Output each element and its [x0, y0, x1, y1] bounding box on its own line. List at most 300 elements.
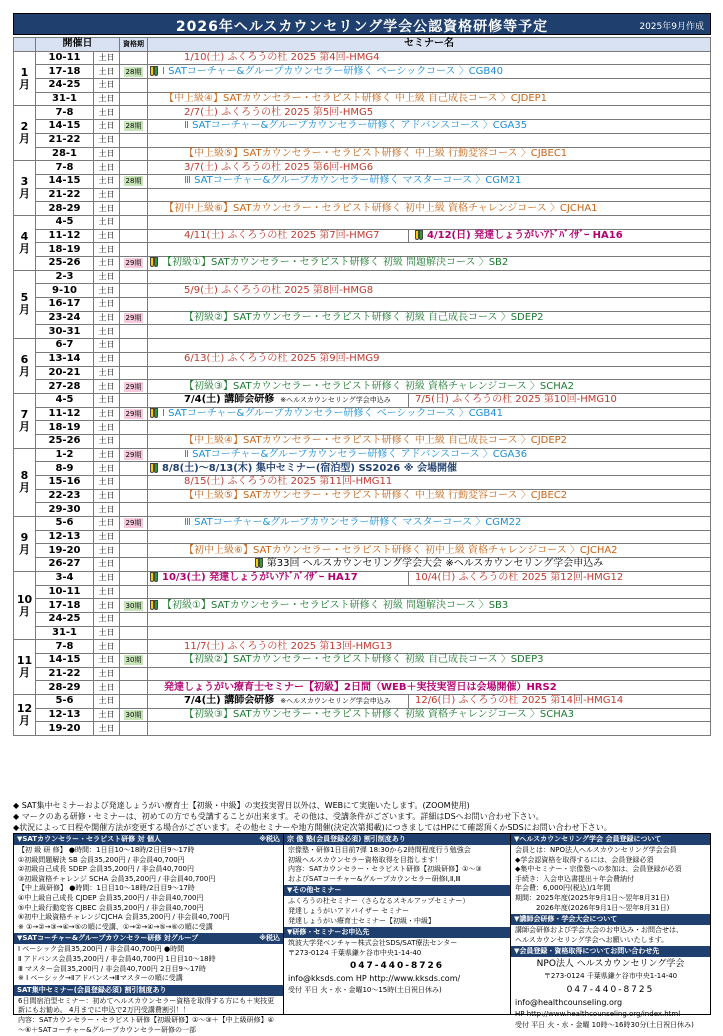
seminar-title: Ⅱ SATコーチャー&グループカウンセラー研修く アドバンスコース 〉CGA35 — [184, 120, 528, 132]
date-cell: 12-13 — [36, 708, 94, 722]
schedule-row — [14, 558, 711, 572]
seminar-cell — [148, 462, 711, 476]
membership-header: ▼ヘルスカウンセリング学会 会員登録について — [511, 834, 710, 845]
schedule-row — [14, 489, 711, 503]
schedule-row — [14, 653, 711, 667]
seminar-title: 3/7(土) ふくろうの杜 2025 第6回-HMG6 — [184, 161, 374, 173]
seminar-event — [150, 476, 392, 487]
weekday-cell: 土日 — [94, 366, 120, 380]
seminar-cell — [148, 434, 711, 448]
sds-email-link[interactable]: info@kksds.com HP http://www.kksds.com/ — [288, 974, 461, 984]
seminar-title: 【中上級⑤】SATカウンセラー・セラピスト研修く 中上級 行動変容コース 〉CJBEC1 — [184, 147, 568, 159]
schedule-row — [14, 366, 711, 380]
info-line: ふくろうの杜セミナー（さらなるスキルアップセミナー） — [288, 897, 470, 906]
seminar-title: Ⅲ SATコーチャー&グループカウンセラー研修く マスターコース 〉CGM21 — [184, 175, 522, 187]
date-cell: 19-20 — [36, 544, 94, 558]
weekday-cell: 土日 — [94, 612, 120, 626]
date-cell: 27-28 — [36, 380, 94, 394]
group-cell — [120, 106, 148, 120]
seminar-cell — [148, 380, 711, 394]
date-cell: 4-5 — [36, 215, 94, 229]
info-line: ⑤中上級行動変容 CJBEC 会員35,200円 / 非会員40,700円 — [18, 903, 204, 912]
weekday-cell: 土日 — [94, 695, 120, 709]
group-cell — [120, 79, 148, 93]
weekday-cell: 土日 — [94, 215, 120, 229]
seminar-cell — [148, 352, 711, 366]
seminar-cell — [148, 653, 711, 667]
group-badge: 28期 — [125, 177, 142, 186]
intensive-seminar-info — [14, 996, 283, 1036]
lecturer-training-info — [511, 925, 710, 946]
group-cell — [120, 215, 148, 229]
seminar-event — [150, 107, 373, 118]
schedule-row — [14, 65, 711, 79]
date-cell: 28-29 — [36, 202, 94, 216]
group-cell — [120, 325, 148, 339]
seminar-cell — [148, 558, 711, 572]
info-line: 会員とは：NPO法人ヘルスカウンセリング学会会員 — [515, 846, 677, 854]
seminar-title: Ⅰ SATコーチャー&グループカウンセラー研修く ベーシックコース 〉CGB41 — [162, 407, 504, 419]
info-line: 手続き：入会申込書提出＋年会費納付 — [515, 874, 634, 883]
seminar-cell — [148, 229, 711, 243]
membership-info — [511, 845, 710, 914]
seminar-event — [150, 353, 379, 364]
beginner-mark-icon — [255, 558, 264, 568]
seminar-title: 【初級③】SATカウンセラー・セラピスト研修く 初級 資格チャレンジコース 〉SCHA3 — [184, 709, 574, 721]
weekday-cell: 土日 — [94, 92, 120, 106]
seminar-cell — [148, 489, 711, 503]
date-cell: 4-5 — [36, 393, 94, 407]
title-bar — [13, 13, 711, 35]
beginner-mark-icon — [150, 600, 159, 610]
seminar-event — [150, 600, 508, 611]
seminar-note: ※ヘルスカウンセリング学会申込み — [280, 697, 391, 706]
info-line: ※ ①→②→③→④→⑤の順に受講、①→②→④→⑤→⑥の順に受講 — [18, 922, 213, 931]
date-cell: 14-15 — [36, 120, 94, 134]
seminar-title: 2/7(土) ふくろうの杜 2025 第5回-HMG5 — [184, 106, 374, 118]
seminar-event — [150, 203, 598, 214]
other-seminars-header: ▼その他セミナー — [284, 885, 510, 896]
group-badge: 29期 — [125, 382, 142, 391]
seminar-title: 発達しょうがい療育士セミナー【初級】2日間（WEB＋実技実習日は会場開催）HRS2 — [164, 681, 557, 693]
info-line: 発達しょうがい療育士セミナー【初級・中級】 — [288, 916, 435, 925]
date-cell: 28-29 — [36, 681, 94, 695]
date-cell: 24-25 — [36, 79, 94, 93]
schedule-row — [14, 462, 711, 476]
weekday-cell: 土日 — [94, 708, 120, 722]
group-cell — [120, 489, 148, 503]
seminar-title: 8/8(土)～8/13(木) 集中セミナー(宿泊型) SS2026 ※ 会場開催 — [162, 462, 457, 474]
seminar-event — [150, 381, 574, 392]
date-cell: 11-12 — [36, 229, 94, 243]
seminar-cell — [148, 517, 711, 531]
seminar-cell — [148, 311, 711, 325]
month-label: 2 月 — [14, 106, 36, 161]
month-label: 5 月 — [14, 270, 36, 338]
date-cell: 31-1 — [36, 626, 94, 640]
schedule-row — [14, 393, 711, 407]
seminar-title: Ⅰ SATコーチャー&グループカウンセラー研修く ベーシックコース 〉CGB40 — [162, 65, 504, 77]
seminar-cell — [148, 106, 711, 120]
seminar-event — [150, 517, 521, 528]
group-cell — [120, 695, 148, 709]
weekday-cell: 土日 — [94, 65, 120, 79]
note-2: ◆ マークのある研修・セミナーは、初めての方でも受講することが出来ます。その他は、受講条件がございます。詳細はDSへお問い合わせ下さい。 — [13, 812, 544, 821]
schedule-row — [14, 585, 711, 599]
seminar-cell — [148, 147, 711, 161]
group-cell — [120, 147, 148, 161]
seminar-cell — [148, 366, 711, 380]
info-line: 期間：2025年度(2025年9月1日～翌年8月31日) — [515, 893, 670, 902]
schedule-row — [14, 434, 711, 448]
weekday-cell: 土日 — [94, 653, 120, 667]
date-cell: 25-26 — [36, 434, 94, 448]
seminar-event — [150, 66, 503, 77]
seminar-title: 4/12(日) 発達しょうがいｱﾄﾞﾊﾞｲｻﾞｰ HA16 — [427, 229, 623, 241]
date-cell: 21-22 — [36, 133, 94, 147]
info-line: 講師会研修および学会大会のお申込み・お問合せは、 — [515, 926, 683, 935]
info-line: 【初 級 研 修】 ●時間：1日目10～18時/2日目9～17時 — [18, 846, 195, 854]
info-line: ⑥初中上級資格チャレンジCJCHA 会員35,200円 / 非会員40,700円 — [18, 913, 230, 922]
date-cell: 3-4 — [36, 571, 94, 585]
schedule-row — [14, 667, 711, 681]
seminar-cell — [148, 421, 711, 435]
schedule-row — [14, 352, 711, 366]
seminar-cell — [148, 325, 711, 339]
weekday-cell: 土日 — [94, 517, 120, 531]
info-line: Ⅲ マスター会員35,200円 / 非会員40,700円 2日目9～17時 — [18, 964, 206, 973]
info-line: 内容：SATカウンセラー・セラピスト研修【初級研修】①～③ — [288, 865, 482, 874]
date-cell: 25-26 — [36, 257, 94, 271]
month-header — [14, 38, 36, 52]
sds-hours: 受付 平日 火・水・金曜10～15時(土日祝日休み) — [288, 985, 442, 994]
society-email-link[interactable]: info@healthcounseling.org — [515, 997, 623, 1007]
group-cell — [120, 51, 148, 65]
date-cell: 5-6 — [36, 695, 94, 709]
schedule-row — [14, 722, 711, 736]
info-line: 発達しょうがいアドバイザー セミナー — [288, 906, 410, 915]
group-cell — [120, 722, 148, 736]
munakata-juku-info — [284, 845, 510, 885]
seminar-title: 【初級①】SATカウンセラー・セラピスト研修く 初級 問題解決コース 〉SB3 — [162, 599, 509, 611]
schedule-row — [14, 599, 711, 613]
group-badge: 29期 — [125, 450, 142, 459]
info-line: ◆集中セミナー・宗像塾への参加は、会員登録が必須 — [515, 865, 682, 874]
date-cell: 7-8 — [36, 640, 94, 654]
schedule-row — [14, 708, 711, 722]
beginner-mark-icon — [150, 66, 159, 76]
group-cell — [120, 380, 148, 394]
seminar-cell — [148, 51, 711, 65]
seminar-cell — [148, 298, 711, 312]
group-cell — [120, 407, 148, 421]
seminar-event — [150, 545, 618, 556]
seminar-event — [150, 435, 567, 446]
schedule-row — [14, 174, 711, 188]
seminar-event — [255, 558, 603, 569]
group-cell — [120, 339, 148, 353]
seminar-title: 8/15(土) ふくろうの杜 2025 第11回-HMG11 — [184, 476, 393, 488]
date-cell: 30-31 — [36, 325, 94, 339]
schedule-row — [14, 270, 711, 284]
group-badge: 29期 — [125, 519, 142, 528]
info-panel — [13, 833, 711, 1034]
seminar-event — [150, 572, 358, 583]
group-cell — [120, 530, 148, 544]
info-line: 内容：SATカウンセラー・セラピスト研修【初級研修】①～③＋【中上級研修】④～⑥＋SATコーチャー&グループカウンセラー研修の一部 — [18, 1015, 274, 1034]
seminar-event — [150, 148, 567, 159]
sds-phone: 047-440-8726 — [349, 961, 445, 972]
info-line: 年会費：6,000円(税込)/1年間 — [515, 884, 611, 893]
seminar-header: セミナー名 — [148, 38, 711, 52]
schedule-row — [14, 503, 711, 517]
group-cell — [120, 161, 148, 175]
date-cell: 28-1 — [36, 147, 94, 161]
seminar-title: 【中上級④】SATカウンセラー・セラピスト研修く 中上級 自己成長コース 〉CJDEP1 — [164, 93, 548, 105]
seminar-title: 【初級③】SATカウンセラー・セラピスト研修く 初級 資格チャレンジコース 〉SCHA2 — [184, 380, 574, 392]
group-cell — [120, 517, 148, 531]
beginner-mark-icon — [150, 572, 159, 582]
seminar-event-secondary — [408, 230, 623, 243]
date-cell: 31-1 — [36, 92, 94, 106]
weekday-cell: 土日 — [94, 393, 120, 407]
weekday-cell: 土日 — [94, 571, 120, 585]
info-line: ※ Ⅰ ベーシック→Ⅱアドバンス→Ⅲマスターの順に受講 — [18, 974, 183, 983]
month-label: 9 月 — [14, 517, 36, 572]
seminar-title: 4/11(土) ふくろうの杜 2025 第7回-HMG7 — [184, 229, 380, 241]
group-cell — [120, 120, 148, 134]
weekday-cell: 土日 — [94, 681, 120, 695]
society-hp-link[interactable]: HP http://www.healthcounseling.org/index.html — [515, 1009, 681, 1018]
society-name: NPO法人 ヘルスカウンセリング学会 — [536, 959, 685, 970]
schedule-body — [14, 51, 711, 735]
weekday-cell: 土日 — [94, 298, 120, 312]
seminar-event — [150, 408, 503, 419]
month-label: 10 月 — [14, 571, 36, 639]
weekday-cell: 土日 — [94, 120, 120, 134]
schedule-row — [14, 681, 711, 695]
weekday-cell: 土日 — [94, 202, 120, 216]
schedule-row — [14, 92, 711, 106]
seminar-cell — [148, 599, 711, 613]
group-cell — [120, 653, 148, 667]
group-badge: 29期 — [125, 259, 142, 268]
group-badge: 30期 — [125, 711, 142, 720]
group-badge: 30期 — [125, 656, 142, 665]
group-cell — [120, 133, 148, 147]
schedule-row — [14, 640, 711, 654]
info-line: 2026年度(2026年9月1日～翌年8月31日) — [515, 903, 670, 912]
seminar-title: 7/5(日) ふくろうの杜 2025 第10回-HMG10 — [415, 393, 617, 405]
weekday-cell: 土日 — [94, 51, 120, 65]
seminar-cell — [148, 188, 711, 202]
page-title: 2026年ヘルスカウンセリング学会公認資格研修等予定 — [175, 19, 549, 35]
group-cell — [120, 612, 148, 626]
seminar-cell — [148, 133, 711, 147]
notes — [13, 800, 711, 833]
seminar-title: 6/13(土) ふくろうの杜 2025 第9回-HMG9 — [184, 353, 380, 365]
schedule-row — [14, 188, 711, 202]
seminar-event-secondary — [408, 394, 617, 407]
society-phone: 047-440-8725 — [566, 984, 655, 995]
weekday-cell: 土日 — [94, 188, 120, 202]
seminar-cell — [148, 530, 711, 544]
seminar-cell — [148, 544, 711, 558]
schedule-row — [14, 571, 711, 585]
seminar-event-secondary — [408, 695, 623, 708]
info-line: ④中上級自己成長 CJDEP 会員35,200円 / 非会員40,700円 — [18, 893, 204, 902]
seminar-cell — [148, 243, 711, 257]
group-cell — [120, 311, 148, 325]
seminar-cell — [148, 503, 711, 517]
date-cell: 2-3 — [36, 270, 94, 284]
seminar-title: 10/3(土) 発達しょうがいｱﾄﾞﾊﾞｲｻﾞｰ HA17 — [162, 572, 358, 584]
group-cell — [120, 599, 148, 613]
group-cell — [120, 243, 148, 257]
sat-counselor-fee-list — [14, 845, 283, 933]
weekday-cell: 土日 — [94, 476, 120, 490]
seminar-event — [150, 257, 508, 268]
group-cell — [120, 476, 148, 490]
group-cell — [120, 188, 148, 202]
munakata-juku-header: 宗 像 塾(会員登録必須) 割引制度あり — [284, 834, 510, 845]
schedule-row — [14, 325, 711, 339]
weekday-cell: 土日 — [94, 421, 120, 435]
seminar-cell — [148, 92, 711, 106]
info-line: ◆学会認資格を取得するには、会員登録必須 — [515, 855, 654, 864]
weekday-cell: 土日 — [94, 558, 120, 572]
beginner-mark-icon — [150, 463, 159, 473]
weekday-cell: 土日 — [94, 722, 120, 736]
schedule-row — [14, 215, 711, 229]
weekday-cell: 土日 — [94, 585, 120, 599]
group-badge: 29期 — [125, 409, 142, 418]
lecturer-training-header: ▼講師会研修・学会大会について — [511, 914, 710, 925]
group-cell — [120, 284, 148, 298]
group-cell — [120, 352, 148, 366]
created-date: 2025年9月作成 — [639, 22, 704, 32]
date-cell: 17-18 — [36, 599, 94, 613]
schedule-row — [14, 380, 711, 394]
date-cell: 24-25 — [36, 612, 94, 626]
beginner-mark-icon — [150, 257, 159, 267]
seminar-title: 第33回 ヘルスカウンセリング学会大会 ※ヘルスカウンセリング学会申込み — [266, 558, 604, 570]
seminar-title: 5/9(土) ふくろうの杜 2025 第8回-HMG8 — [184, 284, 374, 296]
info-line: ヘルスカウンセリング学会へお願いいたします。 — [515, 935, 669, 944]
sat-coach-fee-header: ▼SATコーチャー&グループカウンセラー研修 対グループ ※税込 — [14, 933, 283, 944]
seminar-cell — [148, 202, 711, 216]
schedule-row — [14, 448, 711, 462]
seminar-event — [150, 230, 379, 241]
seminar-event — [150, 695, 391, 706]
group-cell — [120, 544, 148, 558]
seminar-event — [150, 93, 547, 104]
note-1: ◆ SAT集中セミナーおよび発達しょうがい療育士【初級・中級】の実技実習日以外は、WEBにて実施いたします。(ZOOM使用) — [13, 801, 470, 810]
group-cell — [120, 571, 148, 585]
seminar-cell — [148, 476, 711, 490]
other-seminars-list — [284, 896, 510, 927]
seminar-title: 7/4(土) 講師会研修 — [184, 394, 275, 406]
seminar-note: ※ヘルスカウンセリング学会申込み — [280, 396, 391, 405]
group-cell — [120, 462, 148, 476]
seminar-cell — [148, 640, 711, 654]
info-line: 筑波大学発ベンチャー株式会社SDS/SAT療法センター — [288, 939, 458, 948]
group-cell — [120, 667, 148, 681]
weekday-cell: 土日 — [94, 339, 120, 353]
seminar-event — [150, 175, 521, 186]
info-line: Ⅱ アドバンス会員35,200円 / 非会員40,700円 1日目10～18時 — [18, 954, 216, 963]
weekday-cell: 土日 — [94, 79, 120, 93]
month-label: 4 月 — [14, 215, 36, 270]
society-hours: 受付 平日 火・水・金曜 10時～16時30分(土日祝日休み) — [515, 1021, 694, 1030]
seminar-cell — [148, 161, 711, 175]
group-cell — [120, 681, 148, 695]
seminar-cell — [148, 65, 711, 79]
date-cell: 1-2 — [36, 448, 94, 462]
date-cell: 5-6 — [36, 517, 94, 531]
seminar-cell — [148, 626, 711, 640]
schedule-row — [14, 284, 711, 298]
weekday-cell: 土日 — [94, 407, 120, 421]
date-cell: 21-22 — [36, 667, 94, 681]
info-line: Ⅰ ベーシック会員35,200円 / 非会員40,700円 ●時間 — [18, 945, 185, 954]
beginner-mark-icon — [150, 408, 159, 418]
weekday-cell: 土日 — [94, 106, 120, 120]
beginner-mark-icon — [415, 230, 424, 240]
info-line: 〒273-0124 千葉県鎌ケ谷市中央1-14-40 — [288, 948, 422, 957]
schedule-header-row — [14, 38, 711, 52]
schedule-row — [14, 243, 711, 257]
schedule-row — [14, 147, 711, 161]
note-3: ◆状況によって日程や開催方法が変更する場合がございます。その他セミナーや地方開催(決定次第掲載)につきましてはHPにて確認頂くかSDSにお問い合わせ下さい。 — [13, 823, 612, 832]
seminar-cell — [148, 270, 711, 284]
month-label: 7 月 — [14, 393, 36, 448]
group-cell — [120, 270, 148, 284]
info-line: 宗像塾・研修1日目前7弾 18:30から2時間程度行う勉強会 — [288, 846, 471, 854]
group-cell — [120, 229, 148, 243]
schedule-row — [14, 311, 711, 325]
seminar-title: 【初級①】SATカウンセラー・セラピスト研修く 初級 問題解決コース 〉SB2 — [162, 257, 509, 269]
date-cell: 20-21 — [36, 366, 94, 380]
seminar-title: 10/4(日) ふくろうの杜 2025 第12回-HMG12 — [415, 571, 624, 583]
group-header: 資格期 — [120, 38, 148, 52]
date-cell: 11-12 — [36, 407, 94, 421]
group-cell — [120, 448, 148, 462]
schedule-row — [14, 517, 711, 531]
weekday-cell: 土日 — [94, 544, 120, 558]
group-cell — [120, 708, 148, 722]
weekday-cell: 土日 — [94, 311, 120, 325]
date-cell: 16-17 — [36, 298, 94, 312]
weekday-cell: 土日 — [94, 503, 120, 517]
month-label: 11 月 — [14, 640, 36, 695]
date-cell: 8-9 — [36, 462, 94, 476]
group-badge: 30期 — [125, 601, 142, 610]
seminar-event — [150, 682, 557, 693]
date-header: 開催日 — [36, 38, 120, 52]
society-contact-header: ▼会員登録・資格取得についてお問い合わせ先 — [511, 946, 710, 957]
weekday-cell: 土日 — [94, 448, 120, 462]
seminar-title: 【初中上級⑥】SATカウンセラー・セラピスト研修く 初中上級 資格チャレンジコース 〉CJCHA1 — [164, 202, 598, 214]
date-cell: 6-7 — [36, 339, 94, 353]
weekday-cell: 土日 — [94, 161, 120, 175]
month-label: 8 月 — [14, 448, 36, 516]
seminar-title: 【初級②】SATカウンセラー・セラピスト研修く 初級 自己成長コース 〉SDEP2 — [184, 312, 544, 324]
info-line: ①初級問題解決 SB 会員35,200円 / 非会員40,700円 — [18, 855, 185, 864]
info-line: 【中上級研修】 ●時間：1日目10～18時/2日目9～17時 — [18, 884, 195, 893]
date-cell: 14-15 — [36, 174, 94, 188]
schedule-row — [14, 476, 711, 490]
